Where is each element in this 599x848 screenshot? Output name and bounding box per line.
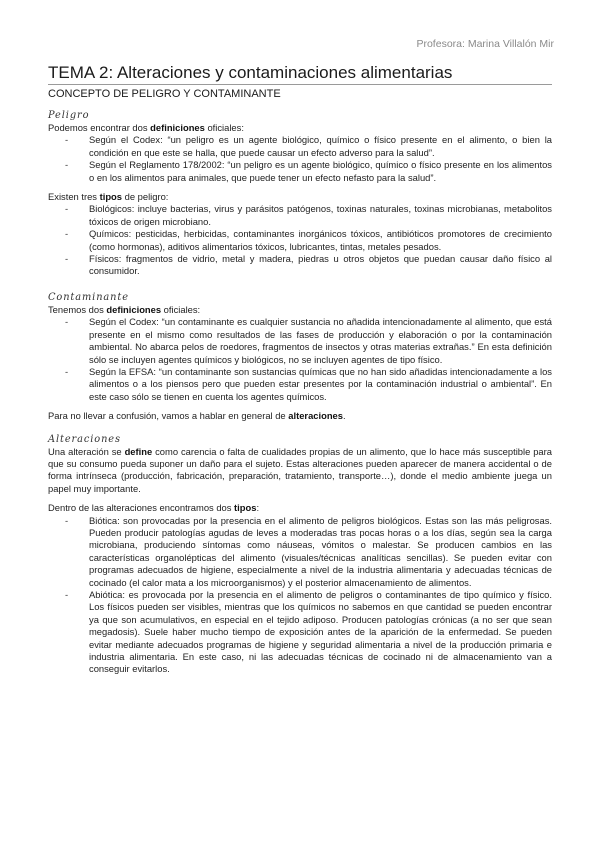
alteraciones-definition: Una alteración se define como carencia o falta de cualidades propias de un alimento, que lo hace más susceptible para que su consumo pueda suponer un daño para el sujeto. Estas alteraciones pueden aparecer de manera accidental o de forma intrínseca (producción, fabricación, preparación, tratamiento, transporte…), donde el medio ambiente juega un papel muy importante.: [48, 445, 552, 494]
page-header-author: Profesora: Marina Villalón Mir: [416, 38, 554, 50]
page-title: TEMA 2: Alteraciones y contaminaciones alimentarias: [48, 63, 453, 82]
document-body: [48, 86, 552, 676]
peligro-heading: Peligro: [48, 110, 90, 121]
list-item: - Biológicos: incluye bacterias, virus y parásitos patógenos, toxinas naturales, toxinas microbianas, metabolitos tóxicos de origen microbiano.: [48, 203, 552, 228]
list-item: - Según el Reglamento 178/2002: “un peligro es un agente biológico, químico o físico presente en los alimentos o en los alimentos para animales, que puede tener un efecto nefasto para la salud”.: [48, 159, 552, 184]
contaminante-definitions-list: [48, 316, 552, 403]
contaminante-intro: Tenemos dos definiciones oficiales:: [48, 303, 201, 315]
list-item: - Biótica: son provocadas por la presencia en el alimento de peligros biológicos. Estas son las más peligrosas. Pueden producir patologías agudas de leves a moderadas tras pocas horas o a los días, según sea la carga microbiana, produciendo síntomas como náuseas, vómitos o malestar. Se producen cambios en las características organolépticas del alimento (visuales/técnicas analíticas sencillas). Se pueden evitar con programas adecuados de higiene, especialmente a nivel de la industria alimentaria y adecuadas técnicas de cocinado (el calor mata a los microorganismos) y el posterior almacenamiento de alimentos.: [48, 515, 552, 589]
list-item: - Abiótica: es provocada por la presencia en el alimento de peligros o contaminantes de tipo químico y físico. Los físicos pueden ser visibles, mientras que los químicos no sabemos en que cantidad se pueden encontrar ya que son acumulativos, en especial en el tejido adiposo. Producen patologías crónicas (a no ser que sean megadosis). Suele haber mucho tiempo de exposición antes de la aparición de la enfermedad. Se pueden evitar mediante adecuados programas de higiene y seguridad alimentaria a nivel de la producción primaria e industria alimentaria. En este caso, ni las adecuadas técnicas de cocinado ni de almacenamiento van a conseguir evitarlos.: [48, 589, 552, 676]
contaminante-heading: Contaminante: [48, 291, 129, 303]
peligro-types-intro: Existen tres tipos de peligro:: [48, 191, 169, 203]
peligro-types-list: [48, 203, 552, 277]
list-item: - Según el Codex: “un peligro es un agente biológico, químico o físico presente en el alimento, o bien la condición en que este se halla, que puede causar un efecto adverso para la salud”.: [48, 134, 552, 159]
peligro-definitions-list: [48, 134, 552, 184]
list-item: - Según el Codex: “un contaminante es cualquier sustancia no añadida intencionadamente al alimento, que está presente en el mismo como resultados de las fases de producción y elaboración o por la contaminación ambiental. No abarca pelos de roedores, fragmentos de insectos y otras materias extrañas.” En esta definición sólo se incluyen agentes químicos y biológicos, no se incluyen agentes de tipo físico.: [48, 316, 552, 366]
alteraciones-types-intro: Dentro de las alteraciones encontramos dos tipos:: [48, 502, 260, 514]
contaminante-note: Para no llevar a confusión, vamos a hablar en general de alteraciones.: [48, 410, 346, 422]
list-item: - Químicos: pesticidas, herbicidas, contaminantes inorgánicos tóxicos, antibióticos promotores de crecimiento (como hormonas), aditivos alimentarios tóxicos, lubricantes, tintas, metales pesados.: [48, 228, 552, 253]
alteraciones-heading: Alteraciones: [48, 433, 121, 445]
title-divider: [48, 84, 552, 85]
section-subtitle: CONCEPTO DE PELIGRO Y CONTAMINANTE: [48, 88, 281, 100]
list-item: - Según la EFSA: “un contaminante son sustancias químicas que no han sido añadidas intencionadamente a los alimentos o a los piensos pero que pueden estar presentes por la contaminación industrial o ambiental”. En este caso sólo se tienen en cuenta los agentes químicos.: [48, 366, 552, 403]
peligro-intro: Podemos encontrar dos definiciones oficiales:: [48, 122, 244, 133]
list-item: - Físicos: fragmentos de vidrio, metal y madera, piedras u otros objetos que puedan causar daño físico al consumidor.: [48, 253, 552, 278]
alteraciones-types-list: [48, 515, 552, 676]
